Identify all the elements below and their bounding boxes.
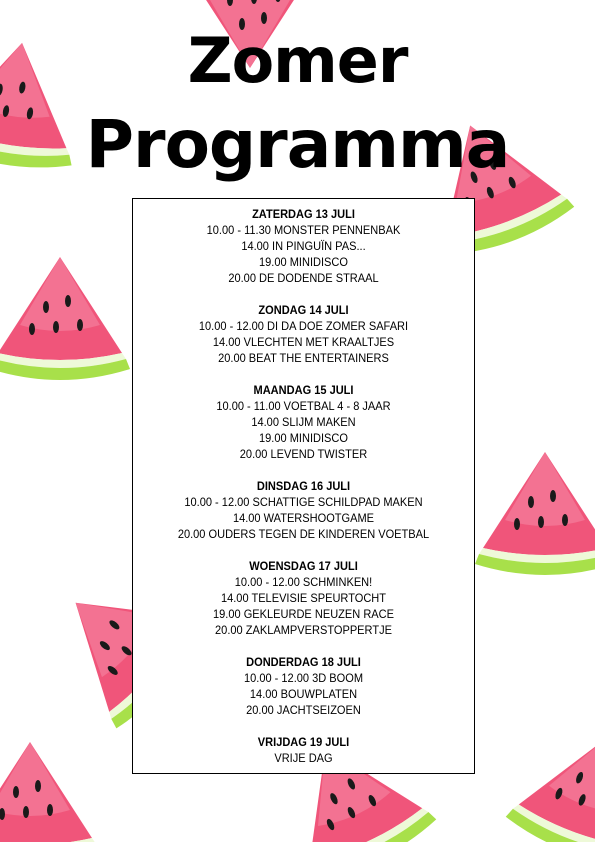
schedule-item: 20.00 OUDERS TEGEN DE KINDEREN VOETBAL [177,527,430,541]
schedule-day [133,654,474,718]
schedule-item: 10.00 - 12.00 DI DA DOE ZOMER SAFARI [198,319,409,333]
day-heading: MAANDAG 15 JULI [253,383,354,397]
schedule-item: 19.00 MINIDISCO [259,255,348,269]
title-line-1: Zomer [187,24,408,97]
schedule-day [133,734,474,766]
schedule-day [133,382,474,462]
schedule-item: 14.00 WATERSHOOTGAME [232,511,375,525]
schedule-item: 10.00 - 12.00 SCHATTIGE SCHILDPAD MAKEN [184,495,423,509]
schedule-item: VRIJE DAG [274,751,333,765]
schedule-box [132,198,475,774]
schedule-item: 20.00 JACHTSEIZOEN [246,703,361,717]
day-heading: VRIJDAG 19 JULI [257,735,350,749]
schedule-item: 10.00 - 11.00 VOETBAL 4 - 8 JAAR [216,399,391,413]
day-heading: ZONDAG 14 JULI [258,303,349,317]
schedule-item: 10.00 - 12.00 3D BOOM [243,671,364,685]
schedule-item: 19.00 MINIDISCO [259,431,348,445]
schedule-item: 10.00 - 12.00 SCHMINKEN! [234,575,373,589]
schedule-item: 20.00 BEAT THE ENTERTAINERS [218,351,389,365]
schedule-item: 10.00 - 11.30 MONSTER PENNENBAK [206,223,401,237]
schedule-item: 14.00 IN PINGUÏN PAS... [241,239,366,253]
schedule-item: 19.00 GEKLEURDE NEUZEN RACE [212,607,394,621]
schedule-item: 14.00 SLIJM MAKEN [251,415,356,429]
schedule-item: 20.00 ZAKLAMPVERSTOPPERTJE [215,623,392,637]
schedule-day [133,558,474,638]
day-heading: DONDERDAG 18 JULI [246,655,361,669]
day-heading: DINSDAG 16 JULI [256,479,351,493]
schedule-item: 20.00 LEVEND TWISTER [239,447,368,461]
schedule-item: 20.00 DE DODENDE STRAAL [228,271,379,285]
schedule-item: 14.00 BOUWPLATEN [249,687,358,701]
schedule-item: 14.00 VLECHTEN MET KRAALTJES [212,335,395,349]
day-heading: ZATERDAG 13 JULI [252,207,355,221]
schedule-day [133,206,474,286]
day-heading: WOENSDAG 17 JULI [249,559,358,573]
schedule-item: 14.00 TELEVISIE SPEURTOCHT [220,591,387,605]
schedule-day [133,478,474,542]
schedule-day [133,302,474,366]
title-line-2: Programma [85,106,510,183]
